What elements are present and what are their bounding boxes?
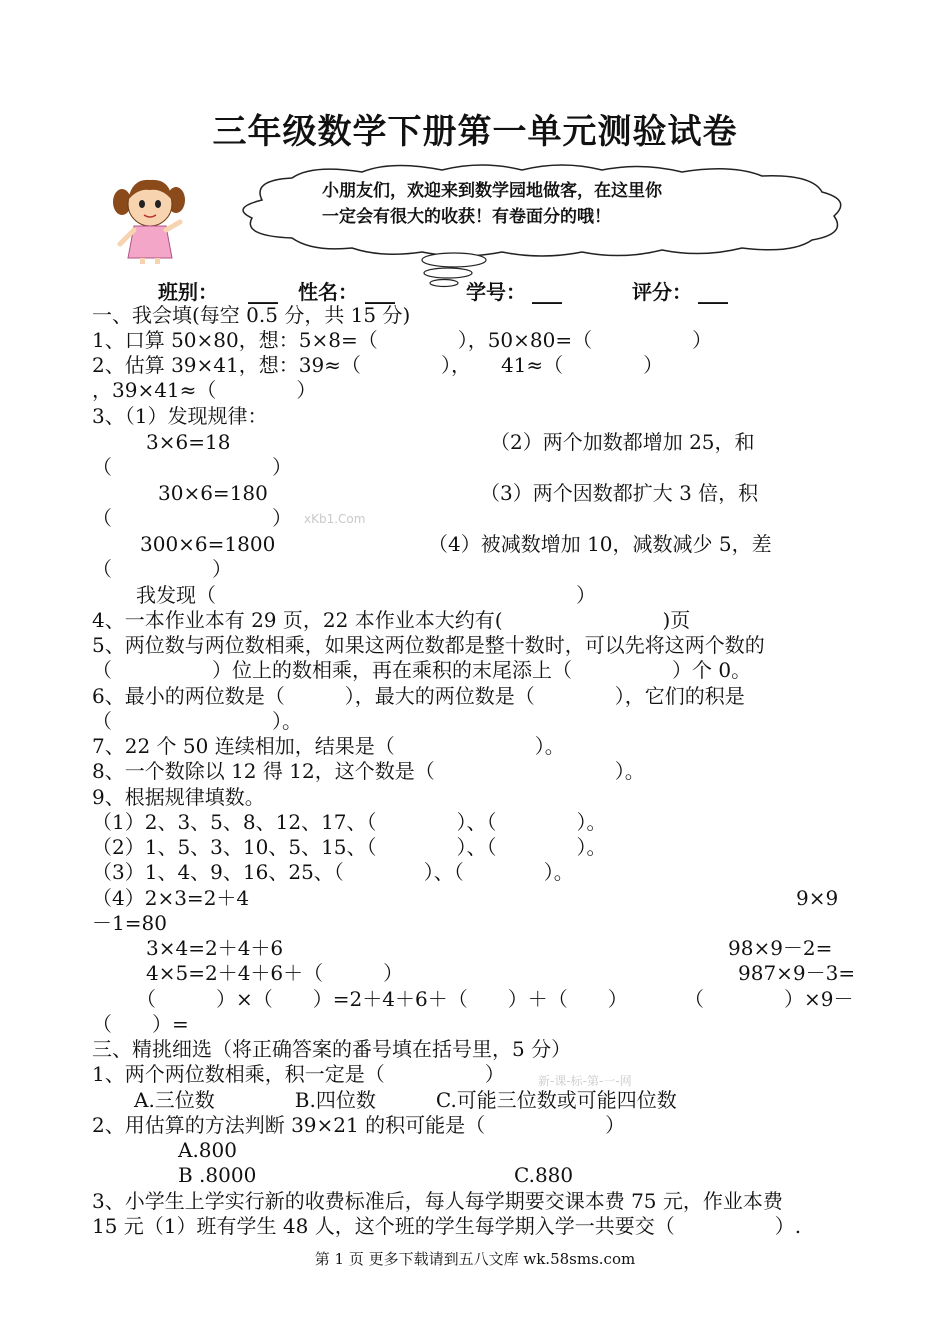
bubble-text-line1: 小朋友们，欢迎来到数学园地做客，在这里你: [322, 181, 662, 201]
question-5a: 5、两位数与两位数相乘，如果这两位数都是整十数时，可以先将这两个数的: [92, 633, 765, 657]
question-9: 9、根据规律填数。: [92, 785, 265, 809]
question-7: 7、22 个 50 连续相加，结果是（ ）。: [92, 734, 565, 758]
question-1: 1、口算 50×80，想：5×8=（ ），50×80=（ ）: [92, 328, 713, 352]
question-9-6-right: 987×9－3=: [738, 961, 856, 985]
watermark-1: xKb1.Com: [304, 512, 366, 526]
section3-heading: 三、精挑细选（将正确答案的番号填在括号里，5 分）: [92, 1037, 572, 1061]
score-blank[interactable]: ___: [698, 280, 728, 304]
mc-question-2: 2、用估算的方法判断 39×21 的积可能是（ ）: [92, 1113, 626, 1137]
question-3-4: （4）被减数增加 10，减数减少 5，差: [428, 532, 772, 556]
question-3-found: 我发现（ ）: [136, 583, 596, 607]
mc-question-1-options: A.三位数 B.四位数 C.可能三位数或可能四位数: [134, 1088, 677, 1112]
question-5b: （ ）位上的数相乘，再在乘积的末尾添上（ ）个 0。: [92, 658, 752, 682]
pattern-row1: 3×6=18: [146, 430, 231, 454]
pattern-row3: 300×6=1800: [140, 532, 276, 556]
question-4: 4、一本作业本有 29 页，22 本作业本大约有( )页: [92, 608, 691, 632]
question-6a: 6、最小的两位数是（ ），最大的两位数是（ ），它们的积是: [92, 684, 745, 708]
mc-question-3a: 3、小学生上学实行新的收费标准后，每人每学期要交课本费 75 元，作业本费: [92, 1189, 783, 1213]
number-label: 学号：: [466, 280, 526, 304]
question-8: 8、一个数除以 12 得 12，这个数是（ ）。: [92, 759, 645, 783]
name-label: 性名：: [298, 280, 358, 304]
question-3-2: （2）两个加数都增加 25，和: [490, 430, 755, 454]
question-3-4-blank: （ ）: [92, 557, 232, 581]
girl-illustration-icon: [110, 172, 190, 264]
question-9-5-right: 98×9－2=: [728, 936, 833, 960]
question-2b: ，39×41≈（ ）: [92, 378, 317, 402]
question-3: 3、（1）发现规律：: [92, 404, 268, 428]
score-label: 评分：: [632, 280, 692, 304]
question-9-8: （ ）=: [92, 1012, 189, 1036]
question-9-1: （1）2、3、5、8、12、17、（ ）、（ ）。: [92, 810, 607, 834]
watermark-2: 新-课-标-第-一-网: [538, 1074, 632, 1088]
question-9-7-left: （ ）×（ ）=2＋4＋6＋（ ）＋（ ）: [136, 987, 628, 1011]
question-6b: （ ）。: [92, 709, 302, 733]
question-9-4-left: （4）2×3=2＋4: [92, 886, 250, 910]
mc-question-2-option-a: A.800: [178, 1138, 237, 1162]
question-9-4-cont: －1=80: [92, 911, 167, 935]
class-blank[interactable]: ___: [248, 280, 278, 304]
question-9-5-left: 3×4=2＋4＋6: [146, 936, 284, 960]
question-2a: 2、估算 39×41，想：39≈（ ）， 41≈（ ）: [92, 353, 664, 377]
name-blank[interactable]: ___: [365, 280, 395, 304]
mc-question-1: 1、两个两位数相乘，积一定是（ ）: [92, 1062, 505, 1086]
question-3-3: （3）两个因数都扩大 3 倍，积: [480, 481, 759, 505]
page-footer: 第 1 页 更多下载请到五八文库 wk.58sms.com: [314, 1250, 636, 1268]
question-9-3: （3）1、4、9、16、25、（ ）、（ ）。: [92, 860, 574, 884]
question-9-4-right: 9×9: [796, 886, 839, 910]
question-9-6-left: 4×5=2＋4＋6＋（ ）: [146, 961, 404, 985]
mc-question-2-option-c: C.880: [514, 1163, 574, 1187]
bubble-text-line2: 一定会有很大的收获！有卷面分的哦！: [322, 207, 611, 227]
class-label: 班别：: [158, 280, 218, 304]
page-title: 三年级数学下册第一单元测验试卷: [212, 112, 738, 152]
number-blank[interactable]: ___: [532, 280, 562, 304]
question-9-2: （2）1、5、3、10、5、15、（ ）、（ ）。: [92, 835, 607, 859]
question-3-3-blank: （ ）: [92, 506, 292, 530]
question-9-7-right: （ ）×9－: [684, 987, 854, 1011]
mc-question-2-option-b: B .8000: [178, 1163, 257, 1187]
question-3-2-blank: （ ）: [92, 455, 292, 479]
pattern-row2: 30×6=180: [158, 481, 268, 505]
mc-question-3b: 15 元（1）班有学生 48 人，这个班的学生每学期入学一共要交（ ）.: [92, 1214, 802, 1238]
section1-heading: 一、我会填(每空 0.5 分，共 15 分): [92, 303, 411, 327]
